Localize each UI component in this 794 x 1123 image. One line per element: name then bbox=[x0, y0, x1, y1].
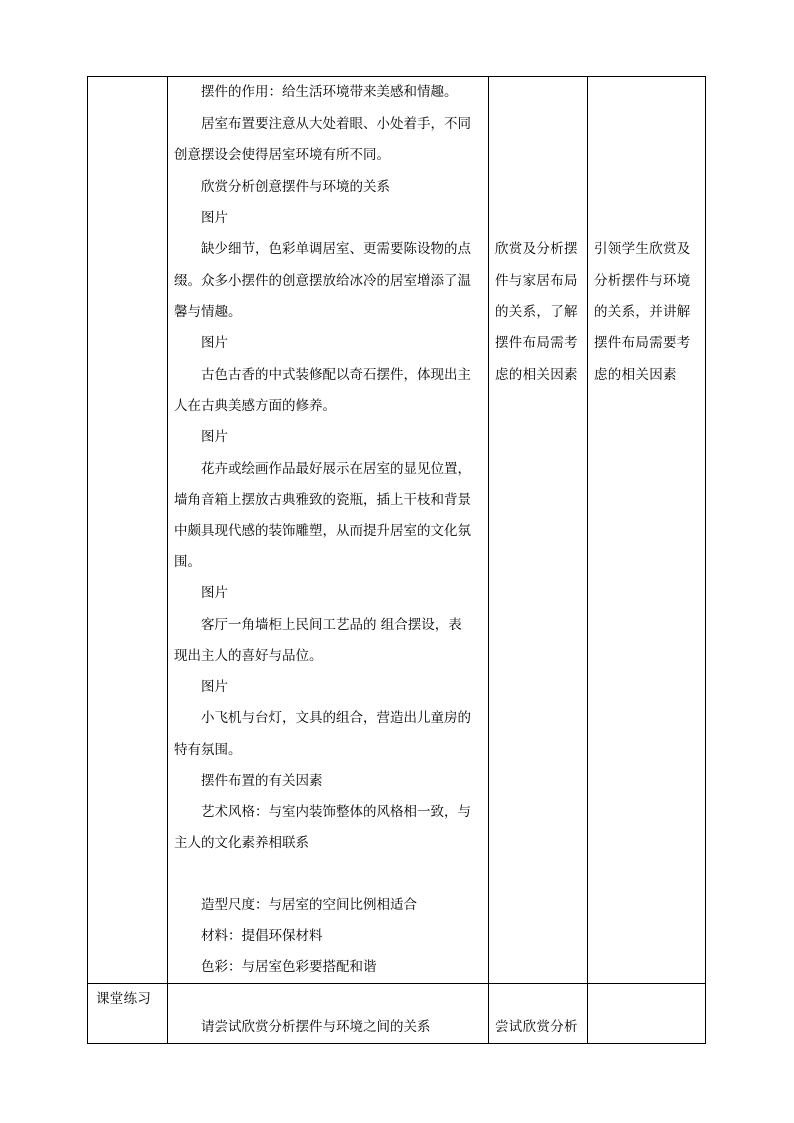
image-placeholder-label: 图片 bbox=[201, 210, 228, 226]
content-line: 客厅一角墙柜上民间工艺品的 组合摆设，表 bbox=[201, 617, 462, 633]
content-line: 缀。众多小摆件的创意摆放给冰冷的居室增添了温 bbox=[174, 273, 471, 289]
content-line: 现出主人的喜好与品位。 bbox=[174, 648, 323, 664]
content-line: 摆件布置的有关因素 bbox=[201, 773, 323, 789]
student-activity-line: 件与家居布局 bbox=[495, 273, 578, 289]
content-line: 围。 bbox=[174, 554, 201, 570]
content-line: 特有氛围。 bbox=[174, 742, 242, 758]
exercise-label: 课堂练习 bbox=[96, 991, 152, 1007]
exercise-student-activity: 尝试欣赏分析 bbox=[495, 1019, 578, 1035]
lesson-table bbox=[87, 76, 706, 1044]
content-line: 人在古典美感方面的修养。 bbox=[174, 398, 336, 414]
content-line: 摆件的作用：给生活环境带来美感和情趣。 bbox=[201, 84, 458, 100]
exercise-content-cell bbox=[168, 984, 488, 1043]
content-line: 小飞机与台灯，文具的组合，营造出儿童房的 bbox=[201, 710, 471, 726]
teacher-activity-cell bbox=[588, 77, 705, 983]
image-placeholder-label: 图片 bbox=[201, 585, 228, 601]
content-line: 居室布置要注意从大处着眼、小处着手，不同 bbox=[201, 116, 471, 132]
student-activity-line: 虑的相关因素 bbox=[495, 367, 578, 383]
content-line: 主人的文化素养相联系 bbox=[174, 835, 309, 851]
teacher-activity-line: 虑的相关因素 bbox=[594, 367, 677, 383]
content-line: 色彩：与居室色彩要搭配和谐 bbox=[201, 959, 377, 975]
image-placeholder-label: 图片 bbox=[201, 429, 228, 445]
content-line: 欣赏分析创意摆件与环境的关系 bbox=[201, 179, 390, 195]
image-placeholder-label: 图片 bbox=[201, 679, 228, 695]
exercise-content: 请尝试欣赏分析摆件与环境之间的关系 bbox=[201, 1019, 431, 1035]
student-activity-line: 欣赏及分析摆 bbox=[495, 241, 578, 257]
student-activity-line: 的关系，了解 bbox=[495, 304, 578, 320]
teacher-activity-line: 的关系，并讲解 bbox=[594, 304, 691, 320]
exercise-teacher-cell bbox=[588, 984, 705, 1043]
main-content-cell bbox=[168, 77, 488, 983]
student-activity-cell bbox=[489, 77, 587, 983]
content-line: 材料：提倡环保材料 bbox=[201, 928, 323, 944]
content-line: 花卉或绘画作品最好展示在居室的显见位置， bbox=[201, 461, 471, 477]
content-line: 墙角音箱上摆放古典雅致的瓷瓶，插上干枝和背景 bbox=[174, 492, 471, 508]
content-line: 艺术风格：与室内装饰整体的风格相一致，与 bbox=[201, 804, 471, 820]
student-activity-line: 摆件布局需考 bbox=[495, 335, 578, 351]
content-line: 缺少细节，色彩单调居室、更需要陈设物的点 bbox=[201, 241, 471, 257]
teacher-activity-line: 引领学生欣赏及 bbox=[594, 241, 691, 257]
content-line: 造型尺度：与居室的空间比例相适合 bbox=[201, 897, 417, 913]
content-line: 古色古香的中式装修配以奇石摆件，体现出主 bbox=[201, 367, 471, 383]
exercise-label-cell bbox=[88, 984, 167, 1043]
teacher-activity-line: 摆件布局需要考 bbox=[594, 335, 691, 351]
exercise-student-cell bbox=[489, 984, 587, 1043]
content-line: 中颇具现代感的装饰雕塑，从而提升居室的文化氛 bbox=[174, 523, 471, 539]
content-line: 创意摆设会使得居室环境有所不同。 bbox=[174, 147, 390, 163]
content-line: 馨与情趣。 bbox=[174, 304, 242, 320]
teacher-activity-line: 分析摆件与环境 bbox=[594, 273, 691, 289]
image-placeholder-label: 图片 bbox=[201, 335, 228, 351]
